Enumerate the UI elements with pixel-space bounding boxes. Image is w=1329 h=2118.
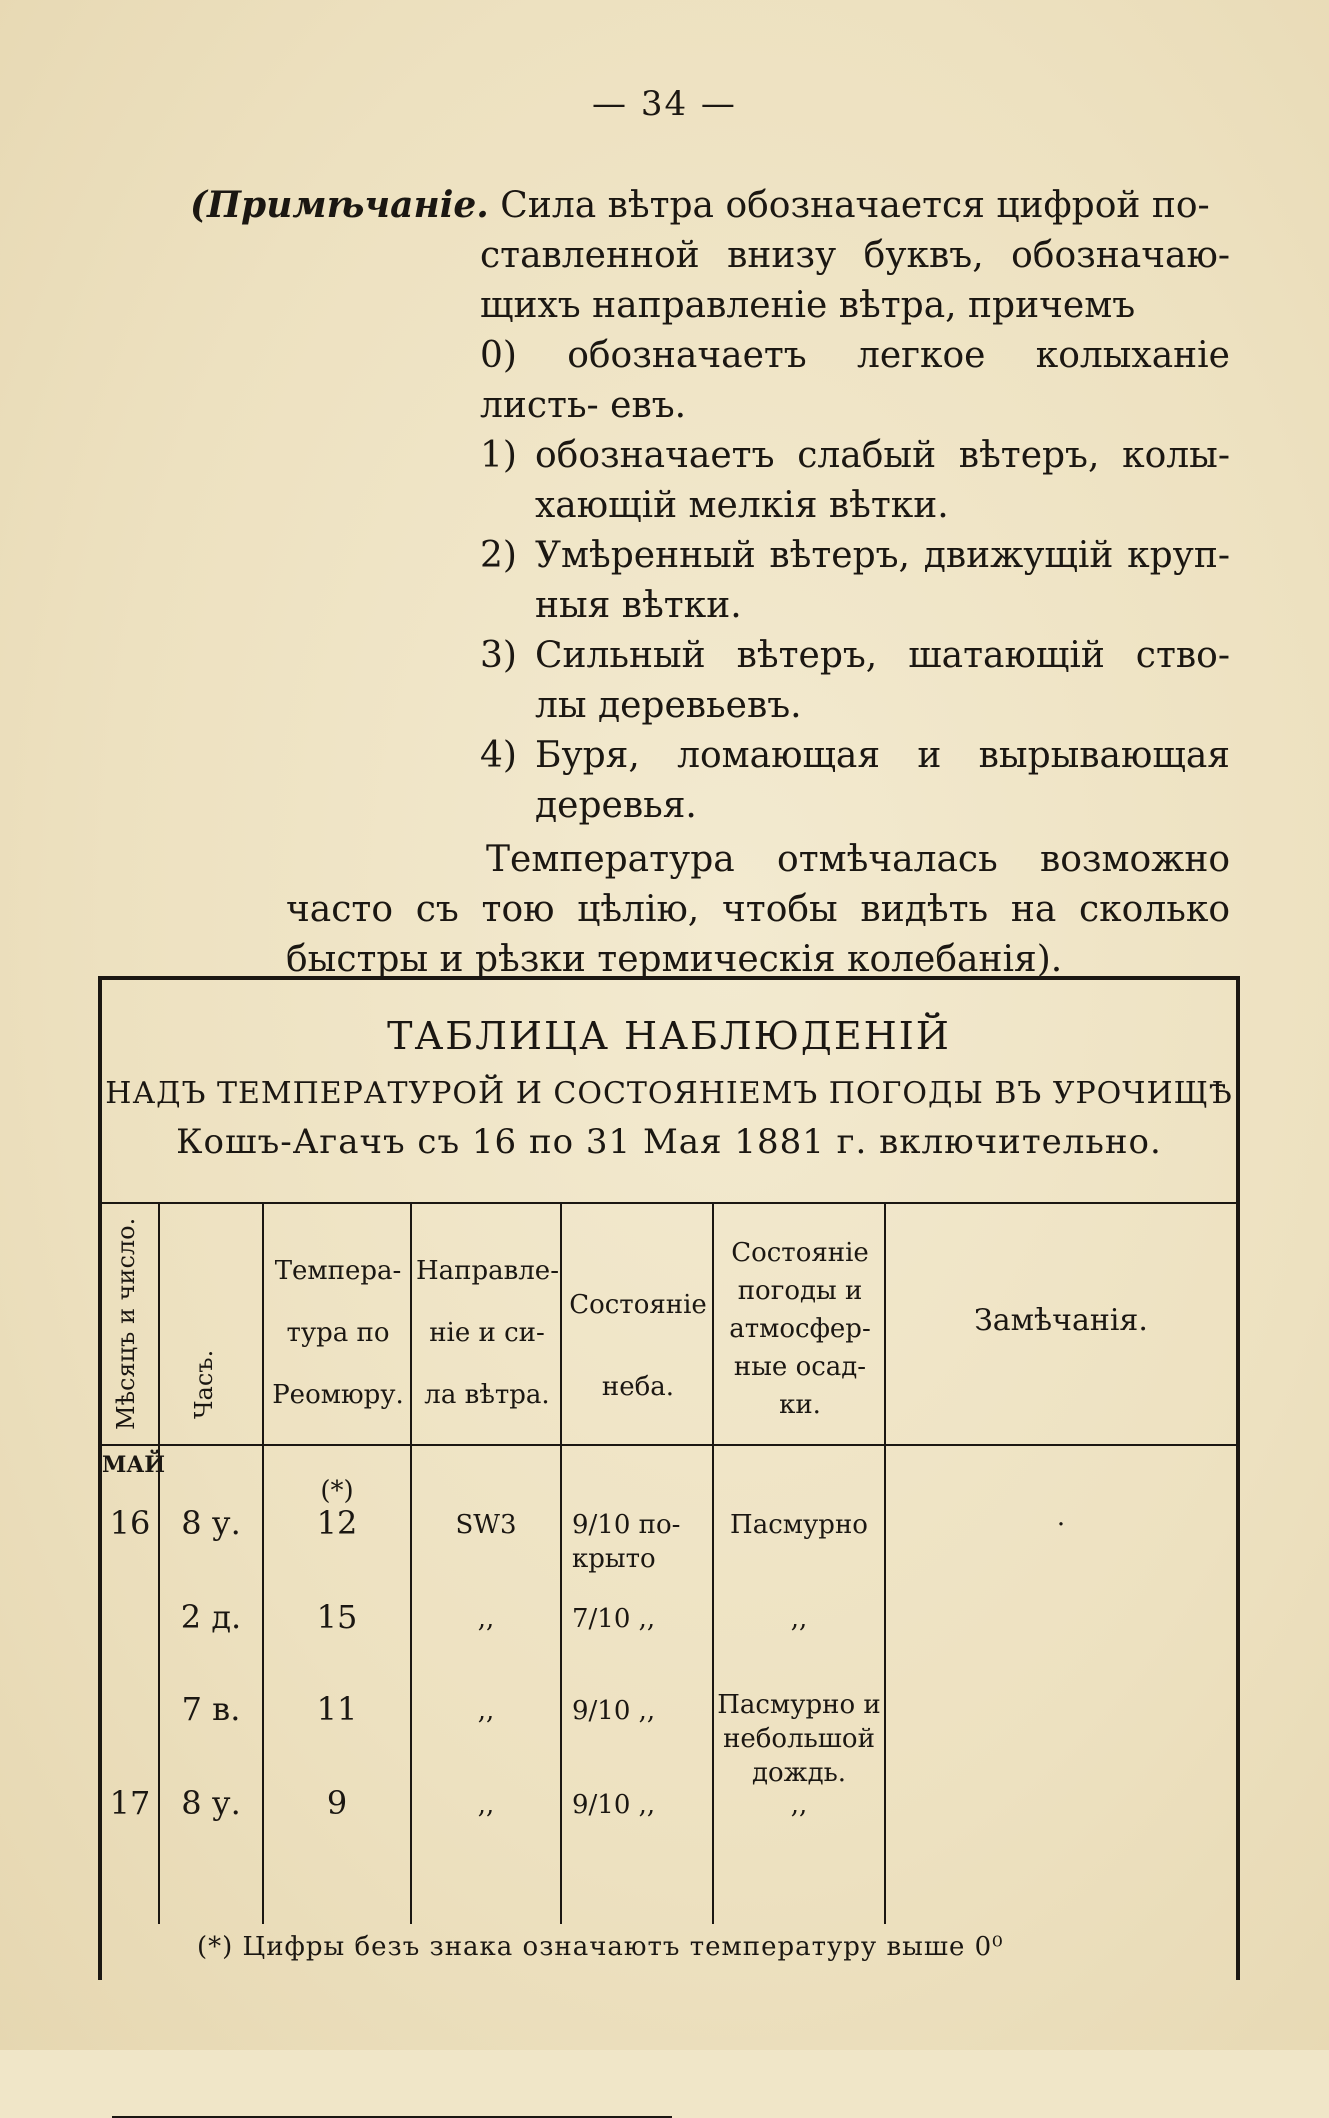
- row-2-hour: 2 д.: [180, 1598, 242, 1636]
- note-item-num: 2): [480, 535, 517, 576]
- row-3-temp: 11: [316, 1690, 358, 1728]
- note-item-text: обозначаетъ слабый вѣтеръ, колы- хающій мелкія вѣтки.: [535, 435, 1230, 526]
- row-3-sky: 9/10 ,,: [572, 1696, 656, 1726]
- header-month-day: Мѣсяцъ и число.: [112, 1217, 140, 1431]
- note-item-1: [190, 431, 1230, 531]
- row-2-temp: 15: [316, 1598, 358, 1636]
- row-1-temp: 12: [316, 1504, 358, 1542]
- footnote-marker: (*): [320, 1476, 354, 1506]
- row-4-hour: 8 у.: [181, 1784, 241, 1822]
- row-2-wind: ,,: [477, 1604, 495, 1634]
- row-1-sky: 9/10 по- крыто: [572, 1510, 681, 1574]
- note-section: [190, 180, 1230, 985]
- note-item-num: 3): [480, 635, 517, 676]
- note-item-3: [190, 631, 1230, 731]
- header-remarks: Замѣчанія.: [974, 1303, 1148, 1338]
- note-item-text: Сильный вѣтеръ, шатающій ство- лы деревьевъ.: [535, 635, 1230, 726]
- page-number: — 34 —: [592, 84, 737, 124]
- row-1-remark: ·: [1056, 1510, 1066, 1540]
- note-item-2: [190, 531, 1230, 631]
- row-1-day: 16: [109, 1504, 151, 1542]
- note-lead: (Примѣчаніе.: [190, 184, 489, 226]
- row-4-day: 17: [109, 1784, 151, 1822]
- row-3-hour: 7 в.: [181, 1690, 241, 1728]
- note-line1: Сила вѣтра обозначается цифрой по-: [500, 185, 1210, 226]
- row-4-wind: ,,: [477, 1790, 495, 1820]
- table-footnote: (*) Цифры безъ знака означаютъ температуру выше 0⁰: [197, 1932, 1004, 1962]
- note-item-num: 1): [480, 435, 517, 476]
- table-title: ТАБЛИЦА НАБЛЮДЕНІЙ: [387, 1014, 951, 1058]
- row-3-wind: ,,: [477, 1696, 495, 1726]
- table-subtitle-1: НАДЪ ТЕМПЕРАТУРОЙ И СОСТОЯНІЕМЪ ПОГОДЫ ВЪ УРОЧИЩѢ: [105, 1076, 1233, 1111]
- header-hour: Часъ.: [190, 1349, 218, 1419]
- row-3-weather: Пасмурно и небольшой дождь.: [717, 1690, 881, 1788]
- header-temperature: Темпера- тура по Реомюру.: [272, 1256, 404, 1410]
- note-first-line: [190, 180, 1230, 231]
- table-subtitle-2: Кошъ-Агачъ съ 16 по 31 Мая 1881 г. включительно.: [176, 1122, 1162, 1162]
- observation-table: [98, 976, 1240, 1980]
- note-body: ставленной внизу буквъ, обозначаю- щихъ направленіе вѣтра, причемъ: [480, 235, 1230, 326]
- row-4-weather: ,,: [790, 1790, 808, 1820]
- row-2-sky: 7/10 ,,: [572, 1604, 656, 1634]
- header-sky: Состояніе неба.: [569, 1290, 707, 1402]
- note-item-text: Буря, ломающая и вырывающая деревья.: [535, 735, 1230, 826]
- note-item-0: 0) обозначаетъ легкое колыханіе листь- евъ.: [480, 335, 1230, 426]
- note-item-4: [190, 731, 1230, 831]
- row-4-temp: 9: [326, 1784, 348, 1822]
- temperature-paragraph: Температура отмѣчалась возможно часто съ тою цѣлію, чтобы видѣть на сколько быстры и рѣзки термическія колебанія).: [286, 839, 1230, 980]
- row-4-sky: 9/10 ,,: [572, 1790, 656, 1820]
- month-label: МАЙ: [102, 1452, 166, 1478]
- header-wind: Направле- ніе и си- ла вѣтра.: [416, 1256, 559, 1410]
- header-weather: Состояніе погоды и атмосфер- ные осад- ки.: [729, 1238, 871, 1420]
- header-divider: [102, 1444, 1236, 1446]
- row-1-wind: SW3: [455, 1510, 517, 1540]
- note-item-text: Умѣренный вѣтеръ, движущій круп- ныя вѣтки.: [535, 535, 1230, 626]
- note-item-num: 4): [480, 735, 517, 776]
- row-2-weather: ,,: [790, 1604, 808, 1634]
- row-1-hour: 8 у.: [181, 1504, 241, 1542]
- row-1-weather: Пасмурно: [730, 1510, 868, 1540]
- table-grid: [102, 1202, 1236, 1924]
